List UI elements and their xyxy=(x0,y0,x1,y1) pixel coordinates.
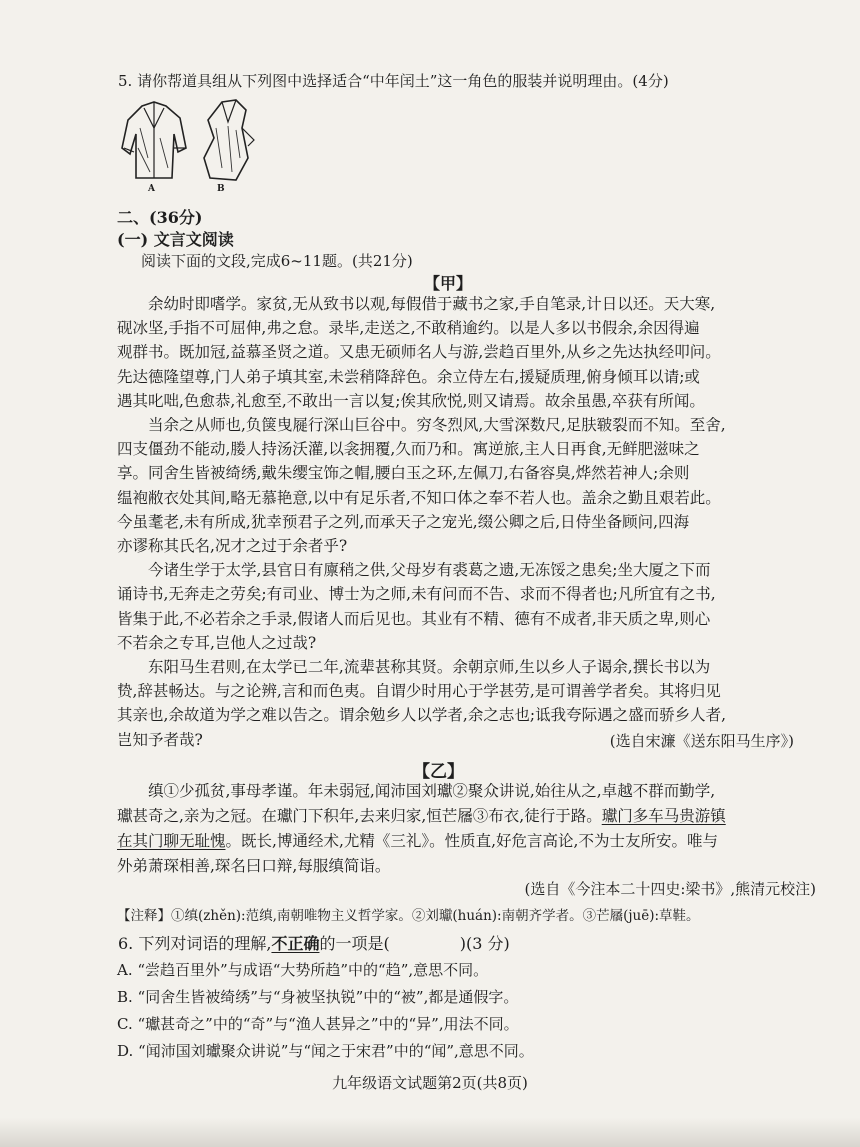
passage-line: 先达德隆望尊,门人弟子填其室,未尝稍降辞色。余立侍左右,援疑质理,俯身倾耳以请;或 xyxy=(117,367,700,386)
passage-jia-source: (选自宋濂《送东阳马生序》) xyxy=(609,732,794,750)
passage-line: 贽,辞甚畅达。与之论辨,言和而色夷。自谓少时用心于学甚劳,是可谓善学者矣。其将归见 xyxy=(117,682,721,701)
question-text: 的一项是( xyxy=(319,934,390,953)
emphasis-text: 不正确 xyxy=(271,934,320,953)
page-footer: 九年级语文试题第2页(共8页) xyxy=(332,1074,528,1092)
figure-label-a: A xyxy=(148,184,155,194)
passage-jia-heading: 【甲】 xyxy=(424,274,473,293)
passage-line: 亦谬称其氏名,况才之过于余者乎? xyxy=(117,537,348,556)
subsection-title: (一) 文言文阅读 xyxy=(117,230,234,249)
passage-line: 缜①少孤贫,事母孝谨。年未弱冠,闻沛国刘瓛②聚众讲说,始往从之,卓越不群而勤学, xyxy=(148,782,716,800)
robe-drawing-icon xyxy=(192,98,262,184)
passage-text: 。既长,博通经术,尤精《三礼》。性质直,好危言高论,不为士友所安。唯与 xyxy=(225,832,718,850)
passage-line xyxy=(117,829,793,854)
passage-line: 不若余之专耳,岂他人之过哉? xyxy=(117,633,317,652)
figure-label-b: B xyxy=(217,184,225,194)
section-2-title: 二、(36分) xyxy=(117,208,203,227)
passage-line: 余幼时即嗜学。家贫,无从致书以观,每假借于藏书之家,手自笔录,计日以还。天大寒, xyxy=(148,295,716,313)
passage-line: 其亲也,余故道为学之难以告之。谓余勉乡人以学者,余之志也;诋我夸际遇之盛而骄乡人者, xyxy=(117,706,727,725)
passage-line: 东阳马生君则,在太学已二年,流辈甚称其贤。余朝京师,生以乡人子谒余,撰长书以为 xyxy=(148,658,711,677)
option-d: D. “闻沛国刘瓛聚众讲说”与“闻之于宋君”中的“闻”,意思不同。 xyxy=(117,1042,534,1060)
passage-text: 瓛甚奇之,亲为之冠。在瓛门下积年,去来归家,恒芒屩③布衣,徒行于路。 xyxy=(117,807,602,825)
passage-line: 享。同舍生皆被绮绣,戴朱缨宝饰之帽,腰白玉之环,左佩刀,右备容臭,烨然若神人;余则 xyxy=(117,464,690,483)
question-text: )(3 分) xyxy=(459,934,510,953)
underlined-sentence: 在其门聊无耻愧 xyxy=(117,832,226,850)
passage-line: 观群书。既加冠,益慕圣贤之道。又患无硕师名人与游,尝趋百里外,从乡之先达执经叩问。 xyxy=(117,343,721,362)
passage-line: 今虽耄老,未有所成,犹幸预君子之列,而承天子之宠光,缀公卿之后,日侍坐备顾问,四海 xyxy=(117,512,690,531)
passage-yi-source: (选自《今注本二十四史:梁书》,熊清元校注) xyxy=(524,880,816,898)
question-text: 6. 下列对词语的理解, xyxy=(118,934,272,953)
passage-jia xyxy=(117,292,793,752)
option-a: A. “尝趋百里外”与成语“大势所趋”中的“趋”,意思不同。 xyxy=(117,961,489,979)
reading-instruction: 阅读下面的文段,完成6~11题。(共21分) xyxy=(141,252,413,270)
passage-line xyxy=(117,804,793,829)
passage-line: 外弟萧琛相善,琛名曰口辩,每服缜简诣。 xyxy=(117,857,391,875)
underlined-sentence: 瓛门多车马贵游镇 xyxy=(601,807,726,825)
passage-line: 今诸生学于太学,县官日有廪稍之供,父母岁有裘葛之遗,无冻馁之患矣;坐大厦之下而 xyxy=(148,561,711,580)
passage-line: 缊袍敝衣处其间,略无慕艳意,以中有足乐者,不知口体之奉不若人也。盖余之勤且艰若此。 xyxy=(117,488,721,507)
scan-edge xyxy=(0,1118,860,1147)
question-5: 5. 请你帮道具组从下列图中选择适合“中年闰土”这一角色的服装并说明理由。(4分) xyxy=(118,72,669,90)
passage-line: 当余之从师也,负箧曳屣行深山巨谷中。穷冬烈风,大雪深数尺,足肤皲裂而不知。至舍, xyxy=(148,416,726,435)
jacket-drawing-icon xyxy=(120,98,190,184)
passage-line: 砚冰坚,手指不可屈伸,弗之怠。录毕,走送之,不敢稍逾约。以是人多以书假余,余因得遍 xyxy=(117,319,700,338)
question-6-stem xyxy=(118,931,510,954)
passage-line: 诵诗书,无奔走之劳矣;有司业、博士为之师,未有问而不告、求而不得者也;凡所宜有之书, xyxy=(117,585,716,604)
passage-line: 遇其叱咄,色愈恭,礼愈至,不敢出一言以复;俟其欣悦,则又请焉。故余虽愚,卒获有所闻。 xyxy=(117,391,705,410)
passage-line: 岂知予者哉? xyxy=(117,730,203,749)
passage-line: 皆集于此,不必若余之手录,假诸人而后见也。其业有不精、德有不成者,非天质之卑,则心 xyxy=(117,609,711,628)
option-c: C. “瓛甚奇之”中的“奇”与“渔人甚异之”中的“异”,用法不同。 xyxy=(117,1015,519,1033)
passage-yi xyxy=(117,779,793,879)
passage-line: 四支僵劲不能动,媵人持汤沃灌,以衾拥覆,久而乃和。寓逆旅,主人日再食,无鲜肥滋味之 xyxy=(117,440,700,459)
passage-yi-heading: 【乙】 xyxy=(413,762,464,782)
option-b: B. “同舍生皆被绮绣”与“身被坚执锐”中的“被”,都是通假字。 xyxy=(117,988,519,1006)
annotation-notes: 【注释】①缜(zhěn):范缜,南朝唯物主义哲学家。②刘瓛(huán):南朝齐学者。③芒屩(juē):草鞋。 xyxy=(117,908,700,924)
